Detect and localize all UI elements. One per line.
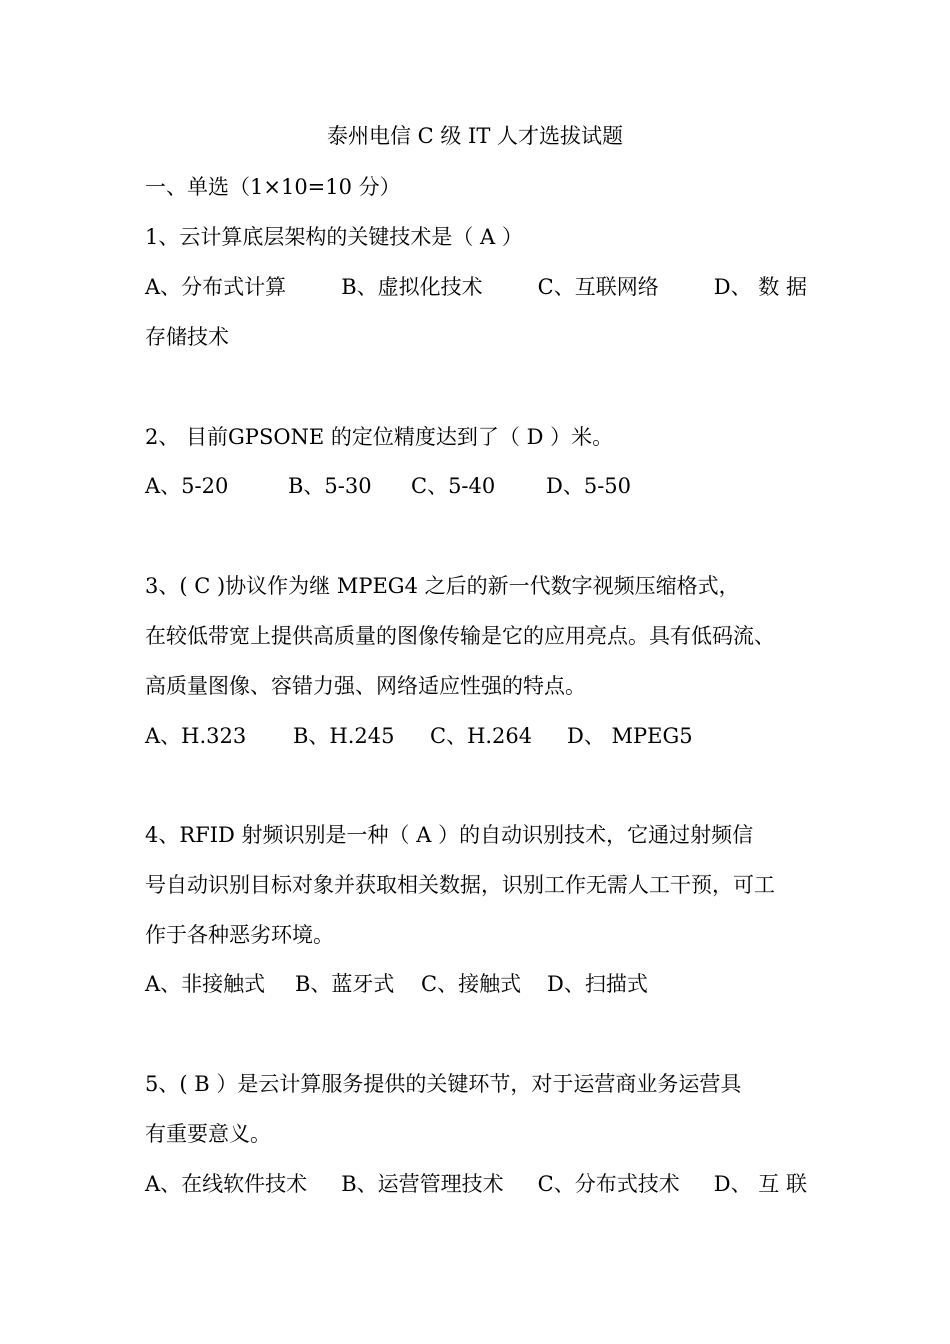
question-3-stem-line-1: 3、( C )协议作为继 MPEG4 之后的新一代数字视频压缩格式， xyxy=(145,574,740,598)
question-5-stem-line-2: 有重要意义。 xyxy=(145,1122,271,1146)
question-3-stem-line-3: 高质量图像、容错力强、网络适应性强的特点。 xyxy=(145,674,586,698)
question-4-option-a: A、非接触式 xyxy=(145,972,266,996)
question-5-option-c: C、分布式技术 xyxy=(537,1172,680,1196)
question-3-options xyxy=(145,721,807,751)
question-2-option-d: D、5-50 xyxy=(546,474,632,498)
question-2-stem: 2、 目前GPSONE 的定位精度达到了（ D ）米。 xyxy=(145,425,614,449)
document-title: 泰州电信 C 级 IT 人才选拔试题 xyxy=(326,124,624,148)
question-4-stem-line-3: 作于各种恶劣环境。 xyxy=(145,923,334,947)
question-1-option-a: A、分布式计算 xyxy=(145,275,287,299)
question-2-option-a: A、5-20 xyxy=(145,474,229,498)
question-4-stem-line-1: 4、RFID 射频识别是一种（ A ）的自动识别技术，它通过射频信 xyxy=(145,823,754,847)
question-5-options xyxy=(145,1169,807,1199)
question-4-options xyxy=(145,969,807,999)
question-2-option-b: B、5-30 xyxy=(288,474,372,498)
question-2-options xyxy=(145,471,807,501)
question-5-option-a: A、在线软件技术 xyxy=(145,1172,308,1196)
section-heading: 一、单选（1×10=10 分） xyxy=(145,175,401,199)
question-1-stem: 1、云计算底层架构的关键技术是（ A ） xyxy=(145,225,523,249)
question-1-option-c: C、互联网络 xyxy=(537,275,659,299)
question-3-option-d: D、 MPEG5 xyxy=(567,724,693,748)
question-5-stem-line-1: 5、( B ）是云计算服务提供的关键环节，对于运营商业务运营具 xyxy=(145,1072,742,1096)
question-3-stem-line-2: 在较低带宽上提供高质量的图像传输是它的应用亮点。具有低码流、 xyxy=(145,624,775,648)
question-4-stem-line-2: 号自动识别目标对象并获取相关数据，识别工作无需人工干预，可工 xyxy=(145,873,775,897)
question-1-options xyxy=(145,272,807,302)
question-3-option-b: B、H.245 xyxy=(293,724,395,748)
question-3-option-a: A、H.323 xyxy=(145,724,247,748)
question-1-option-d: D、 数 据 xyxy=(713,275,807,299)
question-5-option-b: B、运营管理技术 xyxy=(341,1172,504,1196)
question-4-option-d: D、扫描式 xyxy=(547,972,648,996)
question-5-option-d: D、 互 联 xyxy=(713,1172,807,1196)
question-3-option-c: C、H.264 xyxy=(430,724,533,748)
question-1-option-d-continued: 存储技术 xyxy=(145,325,229,349)
question-4-option-c: C、接触式 xyxy=(421,972,522,996)
question-4-option-b: B、蓝牙式 xyxy=(295,972,395,996)
question-2-option-c: C、5-40 xyxy=(411,474,496,498)
question-1-option-b: B、虚拟化技术 xyxy=(341,275,483,299)
